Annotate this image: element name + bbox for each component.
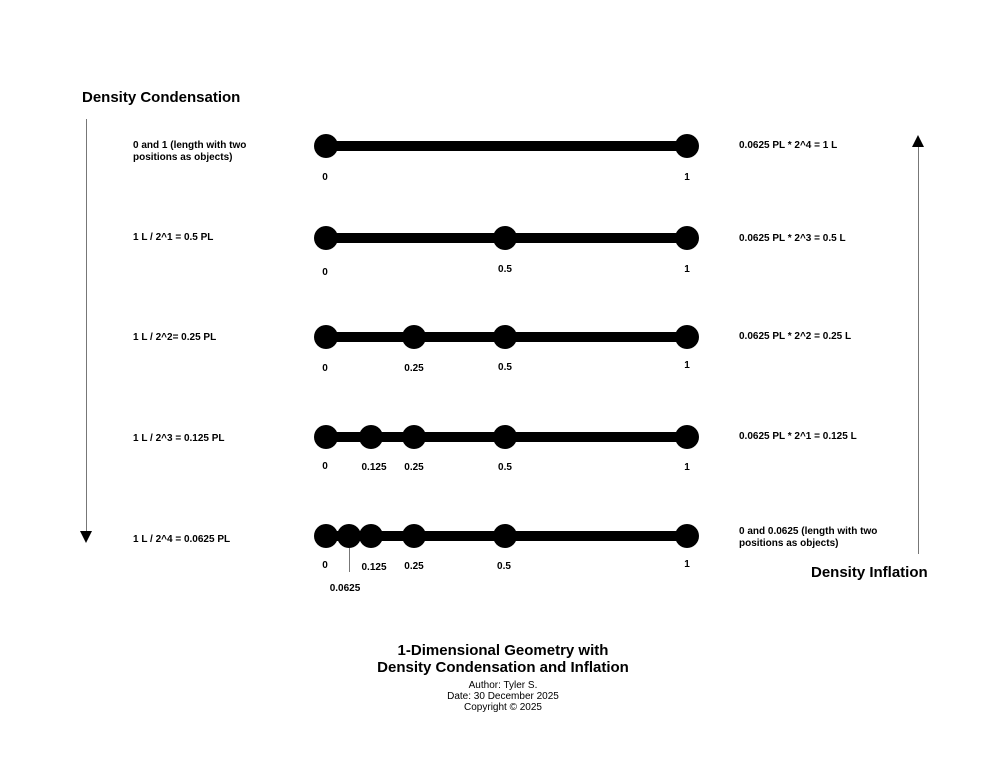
row-5-point-0.125: [359, 524, 383, 548]
row-4-point-0.5: [493, 425, 517, 449]
row-3-tick-0: 0: [322, 363, 328, 374]
row-5-tick-0.25: 0.25: [404, 561, 424, 572]
row-2-point-0.5: [493, 226, 517, 250]
row-2-condensation-label: 1 L / 2^1 = 0.5 PL: [133, 232, 214, 243]
row-5-inflation-label: 0 and 0.0625 (length with two positions as objects): [739, 526, 878, 549]
row-3-point-0: [314, 325, 338, 349]
row-5-tick-0.125: 0.125: [361, 562, 387, 573]
arrow-down-icon: [80, 531, 93, 544]
row-1-tick-0: 0: [322, 172, 328, 183]
row-5-callout-line: [349, 548, 350, 572]
inflation-arrow-shaft: [918, 147, 919, 554]
diagram-title-line-2: Density Condensation and Inflation: [377, 659, 629, 676]
date: Date: 30 December 2025: [447, 691, 559, 702]
row-3-tick-1: 1: [684, 360, 690, 371]
arrow-up-icon: [912, 135, 925, 148]
density-condensation-heading: Density Condensation: [82, 89, 241, 106]
row-1-condensation-label: 0 and 1 (length with two positions as objects): [133, 140, 247, 163]
row-5-point-0.0625: [337, 524, 361, 548]
row-5-tick-0.0625: 0.0625: [329, 583, 361, 594]
row-5-point-0: [314, 524, 338, 548]
row-3-point-0.25: [402, 325, 426, 349]
row-3-point-1: [675, 325, 699, 349]
row-2-tick-0.5: 0.5: [498, 264, 512, 275]
row-4-tick-0: 0: [322, 461, 328, 472]
row-1-tick-1: 1: [684, 172, 690, 183]
row-2-tick-0: 0: [322, 267, 328, 278]
row-4-point-0.25: [402, 425, 426, 449]
row-3-tick-0.5: 0.5: [498, 362, 512, 373]
row-5-condensation-label: 1 L / 2^4 = 0.0625 PL: [133, 534, 231, 545]
row-1-inflation-label: 0.0625 PL * 2^4 = 1 L: [739, 140, 838, 151]
row-2-tick-1: 1: [684, 264, 690, 275]
row-5-tick-0.5: 0.5: [497, 561, 511, 572]
row-2-point-0: [314, 226, 338, 250]
row-1-point-1: [675, 134, 699, 158]
row-2-point-1: [675, 226, 699, 250]
row-5-tick-0: 0: [322, 560, 328, 571]
row-2-inflation-label: 0.0625 PL * 2^3 = 0.5 L: [739, 233, 846, 244]
row-1-point-0: [314, 134, 338, 158]
density-inflation-heading: Density Inflation: [811, 564, 928, 581]
author: Author: Tyler S.: [468, 680, 538, 691]
row-5-point-1: [675, 524, 699, 548]
row-4-tick-0.5: 0.5: [498, 462, 512, 473]
row-4-point-0.125: [359, 425, 383, 449]
row-4-point-0: [314, 425, 338, 449]
row-5-tick-1: 1: [684, 559, 690, 570]
row-4-tick-0.125: 0.125: [361, 462, 387, 473]
row-3-tick-0.25: 0.25: [404, 363, 424, 374]
row-1-line-segment: [326, 141, 687, 151]
diagram-title-line-1: 1-Dimensional Geometry with: [397, 642, 609, 659]
row-4-inflation-label: 0.0625 PL * 2^1 = 0.125 L: [739, 431, 857, 442]
row-5-point-0.25: [402, 524, 426, 548]
row-4-point-1: [675, 425, 699, 449]
row-4-condensation-label: 1 L / 2^3 = 0.125 PL: [133, 433, 225, 444]
row-3-inflation-label: 0.0625 PL * 2^2 = 0.25 L: [739, 331, 852, 342]
row-3-condensation-label: 1 L / 2^2= 0.25 PL: [133, 332, 217, 343]
diagram-footer: [300, 642, 706, 713]
row-3-point-0.5: [493, 325, 517, 349]
copyright: Copyright © 2025: [464, 702, 542, 713]
condensation-arrow-shaft: [86, 119, 87, 533]
row-5-point-0.5: [493, 524, 517, 548]
row-4-tick-1: 1: [684, 462, 690, 473]
row-4-tick-0.25: 0.25: [404, 462, 424, 473]
